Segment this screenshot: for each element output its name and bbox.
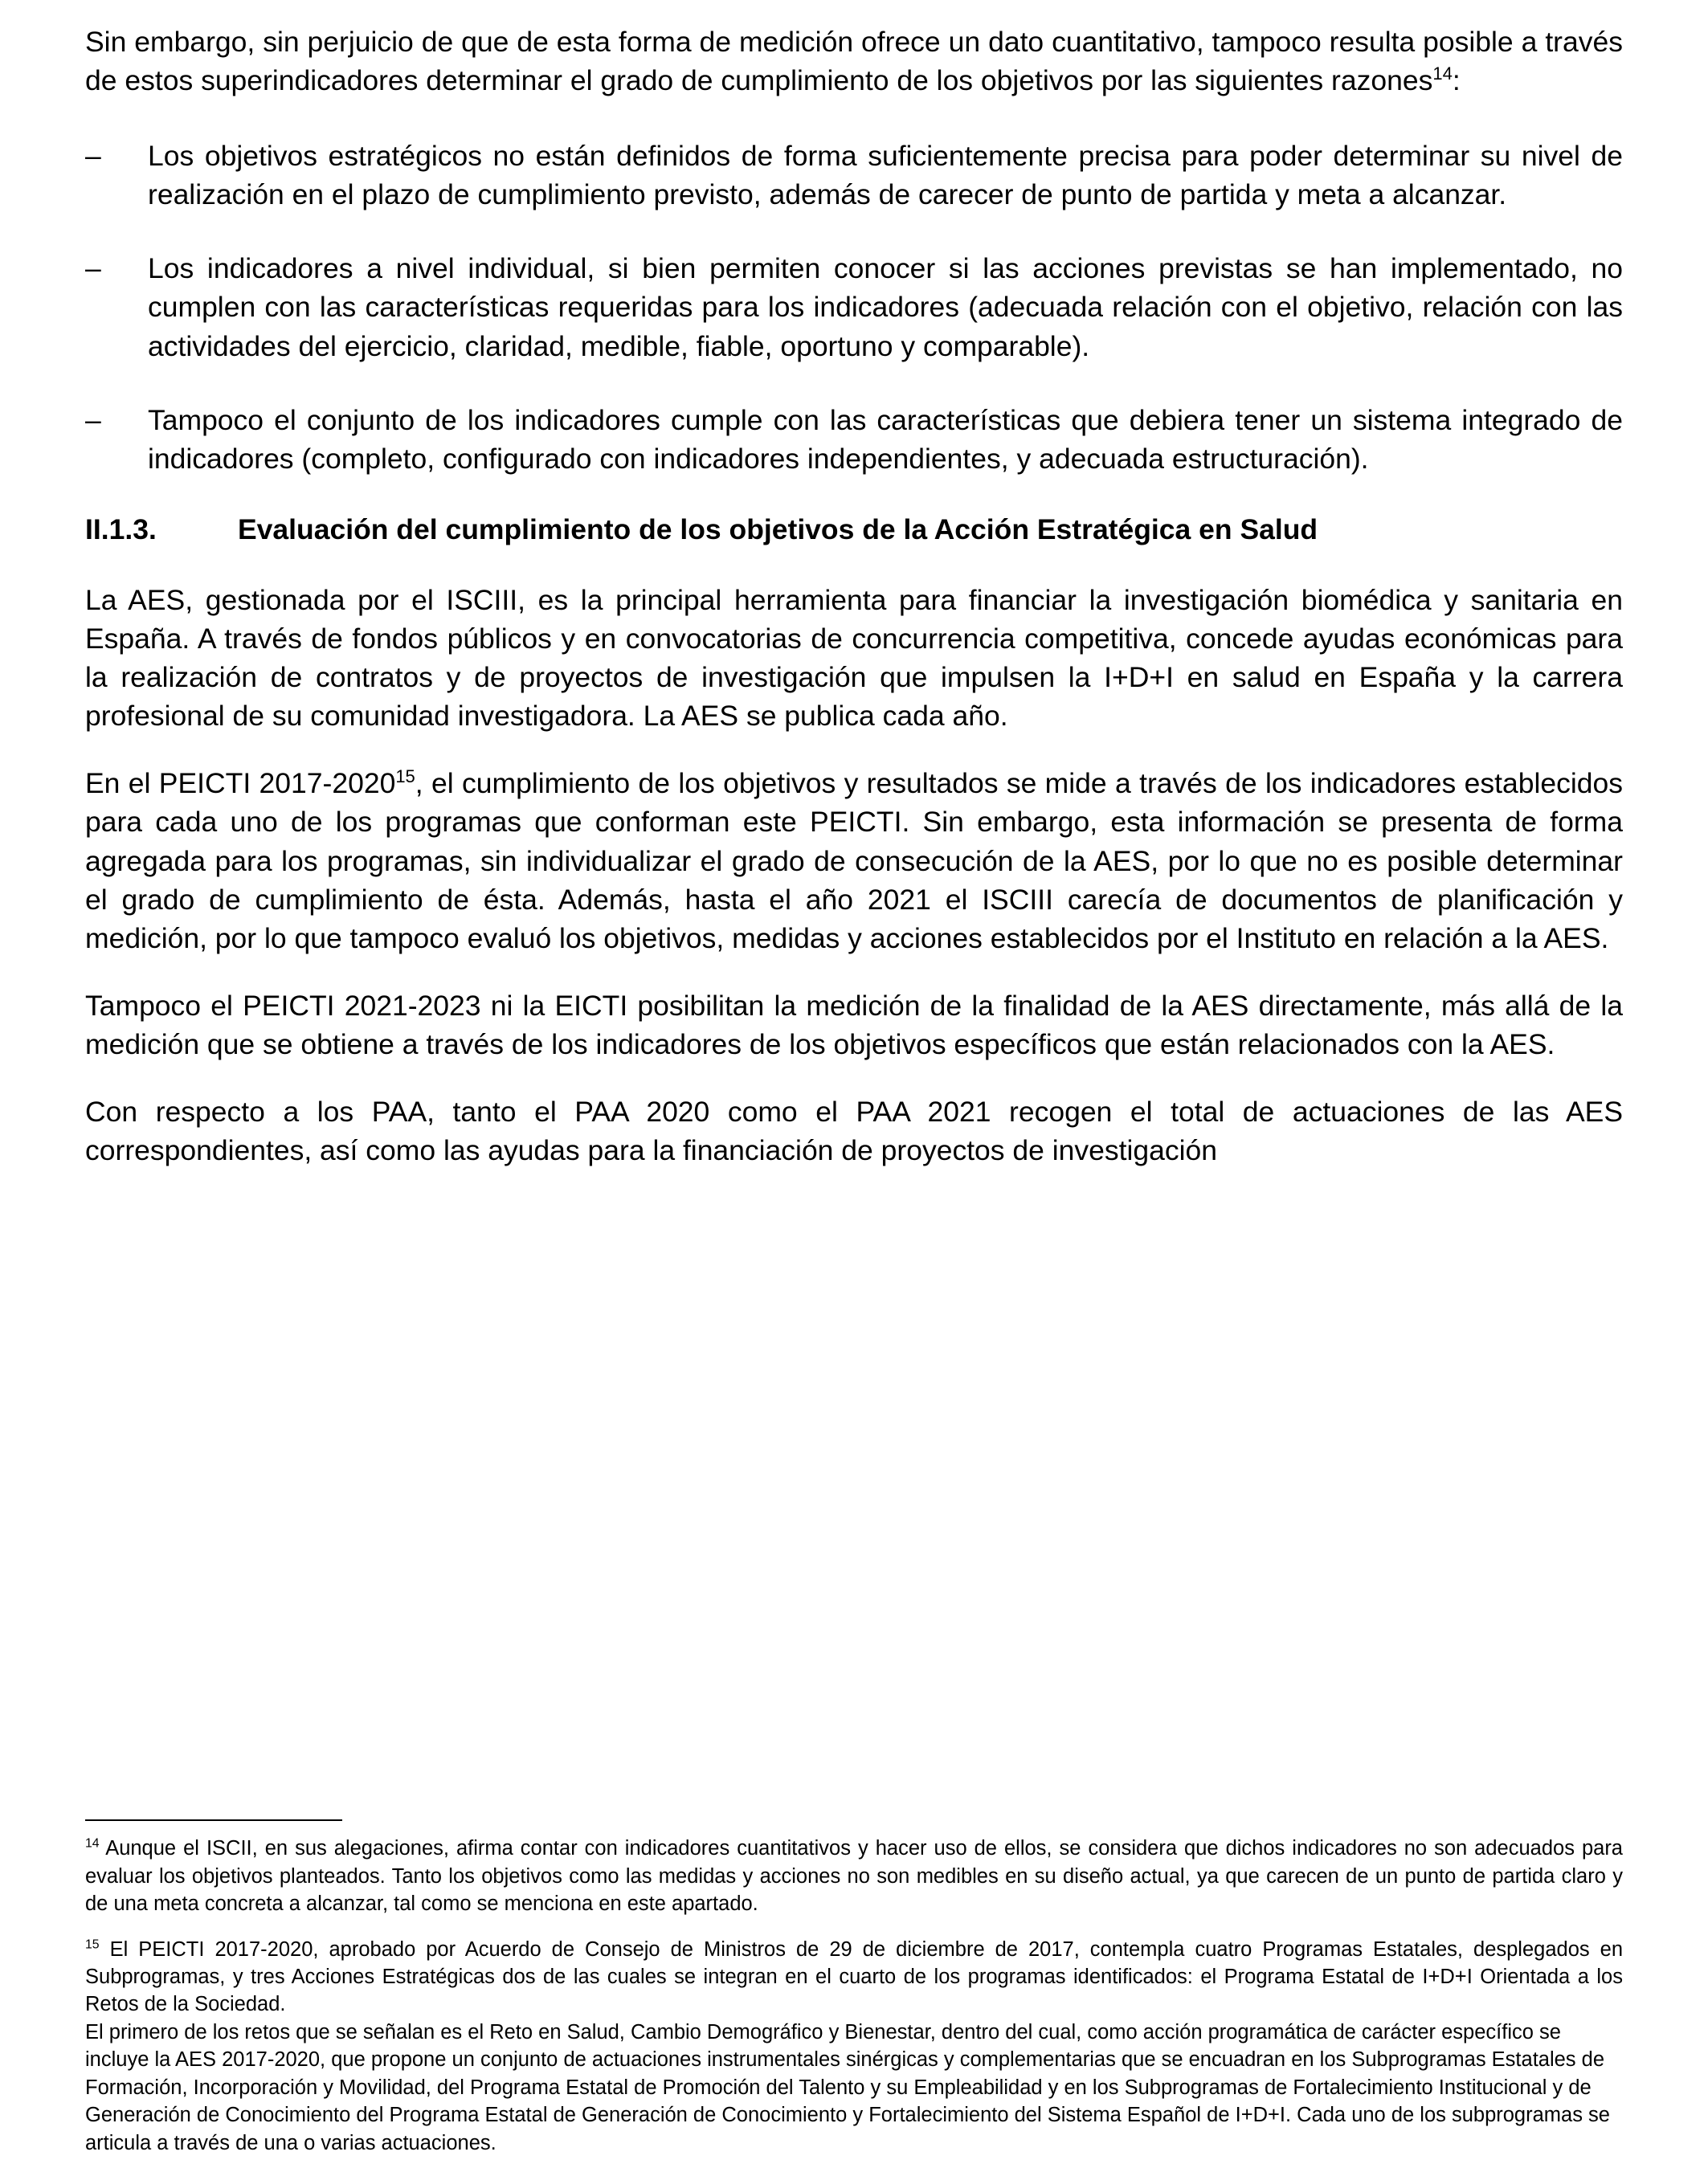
list-item [85, 401, 1623, 478]
footnote-15-paragraph-2 [85, 2019, 1623, 2157]
footnote-marker-15: 15 [395, 766, 415, 787]
footnote-number-15: 15 [85, 1937, 100, 1952]
paragraph-peicti-2017-2020 [85, 764, 1623, 957]
footnote-15-text-1: El PEICTI 2017-2020, aprobado por Acuerdo de Consejo de Ministros de 29 de diciembre de 2017, contempla cuatro Programas Estatales, desplegados en Subprogramas, y tres Acciones Estratégicas dos de las cuales se integran en el cuarto de los programas identificados: el Programa Estatal de I+D+I Orientada a los Retos de la Sociedad. [85, 1937, 1624, 2016]
intro-paragraph-colon: : [1452, 64, 1461, 97]
footnote-14 [85, 1835, 1623, 1917]
paragraph-peicti-2021-2023: Tampoco el PEICTI 2021-2023 ni la EICTI posibilitan la medición de la finalidad de la AES directamente, más allá de la medición que se obtiene a través de los indicadores de los objetivos específicos que están relacionados con la AES. [85, 989, 1623, 1060]
list-item [85, 137, 1623, 214]
list-item-text: Los objetivos estratégicos no están definidos de forma suficientemente precisa para poder determinar su nivel de realización en el plazo de cumplimiento previsto, además de carecer de punto de partida y meta a alcanzar. [148, 140, 1623, 211]
section-title: Evaluación del cumplimiento de los objetivos de la Acción Estratégica en Salud [238, 512, 1318, 545]
footnote-15 [85, 1936, 1623, 2157]
list-item-text: Los indicadores a nivel individual, si bien permiten conocer si las acciones previstas se han implementado, no cumplen con las características requeridas para los indicadores (adecuada relación con el objetivo, relación con las actividades del ejercicio, claridad, medible, fiable, oportuno y comparable). [148, 252, 1623, 362]
footnote-15-text-2: El primero de los retos que se señalan es el Reto en Salud, Cambio Demográfico y Bienestar, dentro del cual, como acción programática de carácter específico se incluye la AES 2017-2020, que propone un conjunto de actuaciones instrumentales sinérgicas y complementarias que se encuadran en los Subprogramas Estatales de Formación, Incorporación y Movilidad, del Programa Estatal de Promoción del Talento y su Empleabilidad y en los Subprogramas de Fortalecimiento Institucional y de Generación de Conocimiento del Programa Estatal de Generación de Conocimiento y Fortalecimiento del Sistema Español de I+D+I. Cada uno de los subprogramas se articula a través de una o varias actuaciones. [85, 2020, 1610, 2154]
footnotes-section [85, 1819, 1623, 2157]
list-item [85, 249, 1623, 365]
section-heading [85, 510, 1623, 549]
dash-bullet-icon: – [85, 403, 101, 436]
paragraph-text-after-marker: , el cumplimiento de los objetivos y resultados se mide a través de los indicadores establecidos para cada uno de los programas que conforman este PEICTI. Sin embargo, esta información se presenta de forma agregada para los programas, sin individualizar el grado de consecución de la AES, por lo que no es posible determinar el grado de cumplimiento de ésta. Además, hasta el año 2021 el ISCIII carecía de documentos de planificación y medición, por lo que tampoco evaluó los objetivos, medidas y acciones establecidos por el Instituto en relación a la AES. [85, 767, 1623, 954]
list-item-text: Tampoco el conjunto de los indicadores cumple con las características que debiera tener un sistema integrado de indicadores (completo, configurado con indicadores independientes, y adecuada estructuración). [148, 403, 1623, 475]
reasons-list [85, 137, 1623, 478]
paragraph-text-before-marker: En el PEICTI 2017-2020 [85, 767, 396, 800]
intro-paragraph [85, 22, 1623, 100]
section-number: II.1.3. [85, 512, 157, 545]
footnote-marker-14: 14 [1432, 63, 1453, 84]
footnote-15-paragraph-1 [85, 1936, 1623, 2019]
paragraph-paa: Con respecto a los PAA, tanto el PAA 2020 como el PAA 2021 recogen el total de actuaciones de las AES correspondientes, así como las ayudas para la financiación de proyectos de investigación [85, 1095, 1623, 1167]
dash-bullet-icon: – [85, 140, 101, 173]
footnote-separator [85, 1819, 342, 1821]
paragraph-aes-descripcion: La AES, gestionada por el ISCIII, es la principal herramienta para financiar la investigación biomédica y sanitaria en España. A través de fondos públicos y en convocatorias de concurrencia competitiva, concede ayudas económicas para la realización de contratos y de proyectos de investigación que impulsen la I+D+I en salud en España y la carrera profesional de su comunidad investigadora. La AES se publica cada año. [85, 583, 1623, 733]
intro-paragraph-text: Sin embargo, sin perjuicio de que de esta forma de medición ofrece un dato cuantitativo, tampoco resulta posible a través de estos superindicadores determinar el grado de cumplimiento de los objetivos por las siguientes razones [85, 26, 1623, 97]
footnote-number-14: 14 [85, 1836, 100, 1851]
footnote-14-text: Aunque el ISCII, en sus alegaciones, afirma contar con indicadores cuantitativos y hacer uso de ellos, se considera que dichos indicadores no son adecuados para evaluar los objetivos planteados. Tanto los objetivos como las medidas y acciones no son medibles en su diseño actual, ya que carecen de un punto de partida claro y de una meta concreta a alcanzar, tal como se menciona en este apartado. [85, 1837, 1623, 1916]
dash-bullet-icon: – [85, 252, 101, 285]
